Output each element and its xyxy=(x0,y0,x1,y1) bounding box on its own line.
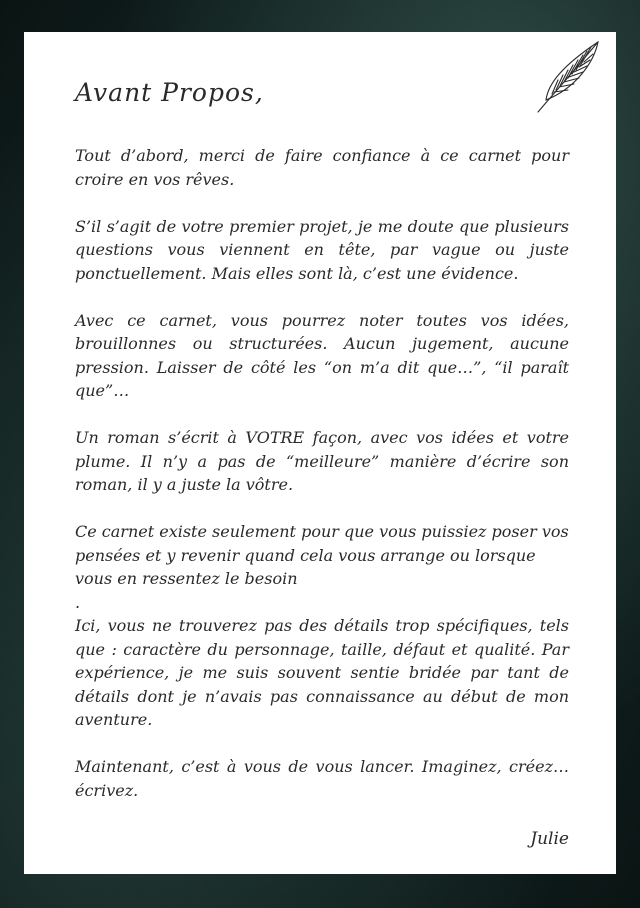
paragraph-5: Ce carnet existe seulement pour que vous puissiez poser vos pensées et y revenir quand cela vous arrange ou lorsque vous en ressentez le besoin xyxy=(75,522,569,588)
paragraph-1: Tout d’abord, merci de faire confiance à ce carnet pour croire en vos rêves. xyxy=(75,146,569,189)
feather-icon xyxy=(532,36,604,116)
page-sheet xyxy=(24,32,616,874)
paragraph-2: S’il s’agit de votre premier projet, je me doute que plusieurs questions vous viennent en tête, par vague ou juste ponctuellement. Mais elles sont là, c’est une évidence. xyxy=(75,216,569,283)
foreword-text xyxy=(75,144,569,826)
author-signature: Julie xyxy=(530,829,569,849)
paragraph-4: Un roman s’écrit à VOTRE façon, avec vos idées et votre plume. Il n’y a pas de “meilleure” manière d’écrire son roman, il y a juste la vôtre. xyxy=(75,428,569,494)
page-title: Avant Propos, xyxy=(75,78,264,107)
paragraph-dot: . xyxy=(75,592,81,612)
paragraph-6: Ici, vous ne trouverez pas des détails trop spécifiques, tels que : caractère du personnage, taille, défaut et qualité. Par expérience, je me suis souvent sentie bridée par tant de détails dont je n’avais pas connaissance au début de mon aventure. xyxy=(75,616,569,729)
paragraph-7: Maintenant, c’est à vous de vous lancer. Imaginez, créez… écrivez. xyxy=(75,757,569,800)
paragraph-3: Avec ce carnet, vous pourrez noter toutes vos idées, brouillonnes ou structurées. Aucun jugement, aucune pression. Laisser de côté les “on m’a dit que…”, “il paraît que”… xyxy=(75,310,569,400)
